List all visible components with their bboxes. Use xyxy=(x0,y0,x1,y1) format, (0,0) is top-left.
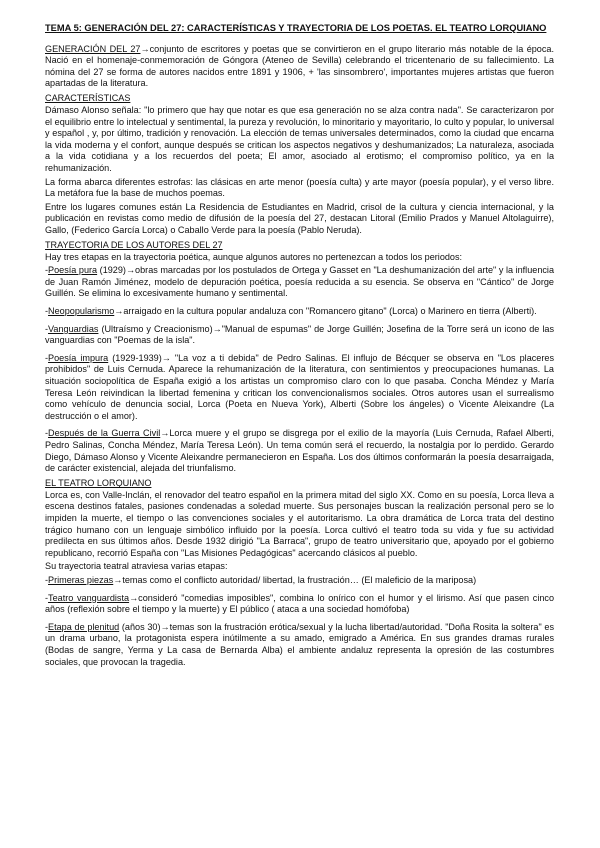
teatro-paragraph-1: Lorca es, con Valle-Inclán, el renovador del teatro español en la primera mitad del siglo XX. Como en su poesía, Lorca lleva a escena destinos fatales, pasiones condenadas a soledad muerte. Sus personajes buscan la realización personal pero se lo impiden la muerte, el tiempo o las convenciones sociales y el autoritarismo. La obra dramática de Lorca trata del destino trágico humano con un lenguaje simbólico influido por la poesía. Lorca cultivó el teatro toda su vida y fue su actividad predilecta en sus últimos años. Desde 1932 dirigió "La Barraca", grupo de teatro universitario que, apoyado por el gobierno republicano, recorrió España con "Las Misiones Pedagógicas" acercando clásicos al pueblo. xyxy=(45,489,554,558)
item-text: →consideró "comedias imposibles", combina lo onírico con el humor y el lirismo. Así que pasen cinco años (reflexión sobre el tiempo y la muerte) y El público ( ataca a una sociedad homófoba) xyxy=(45,592,555,615)
trayectoria-intro: Hay tres etapas en la trayectoria poética, aunque algunos autores no pertenezcan a todos los periodos: xyxy=(45,251,463,262)
document-title: TEMA 5: GENERACIÓN DEL 27: CARACTERÍSTICAS Y TRAYECTORIA DE LOS POETAS. EL TEATRO LORQUIANO xyxy=(45,23,547,33)
item-term: Poesía impura xyxy=(48,352,109,363)
item-term: Primeras piezas xyxy=(48,575,114,586)
item-prefix: - xyxy=(45,323,49,334)
caracteristicas-paragraph-2: La forma abarca diferentes estrofas: las clásicas en arte menor (poesía culta) y arte mayor (poesía popular), y el verso libre. La metáfora fue la base de muchos poemas. xyxy=(45,176,554,199)
teatro-heading: EL TEATRO LORQUIANO xyxy=(45,478,152,489)
item-prefix: - xyxy=(45,306,49,317)
intro-text: →conjunto de escritores y poetas que se convirtieron en el grupo literario más notable de la época. Nació en el homenaje-conmemoración de Góngora (Ateneo de Sevilla) celebrando el tricentenario de su fallecimiento. La nómina del 27 se forma de autores nacidos entre 1891 y 1906, + 'las sinsombrero', importantes mujeres artistas que fueron apartadas de la literatura. xyxy=(45,43,554,89)
item-text: →temas como el conflicto autoridad/ libertad, la frustración… (El maleficio de la mariposa) xyxy=(113,575,477,586)
item-term: Neopopularismo xyxy=(48,306,115,317)
item-term: Después de la Guerra Civil xyxy=(48,428,161,439)
trayectoria-item-poesia-pura xyxy=(45,265,554,300)
intro-paragraph xyxy=(45,44,554,90)
item-text: →arraigado en la cultura popular andaluza con "Romancero gitano" (Lorca) o Marinero en tierra (Alberti). xyxy=(114,306,537,317)
item-text: (Ultraísmo y Creacionismo)→"Manual de espumas" de Jorge Guillén; Josefina de la Torre será un icono de las vanguardias con "Poemas de la isla". xyxy=(45,323,554,346)
item-term: Etapa de plenitud xyxy=(48,621,120,632)
trayectoria-item-poesia-impura xyxy=(45,353,554,423)
caracteristicas-paragraph-3: Entre los lugares comunes están La Residencia de Estudiantes en Madrid, crisol de la cultura y ciencia internacional, y la publicación en revistas como medio de difusión de la poesía del 27, destacan Litoral (Emilio Prados y Manuel Altolaguirre), Gallo, (Federico García Lorca) o Caballo Verde para la poesía (Pablo Neruda). xyxy=(45,201,554,235)
item-text: (1929)→obras marcadas por los postulados de Ortega y Gasset en "La deshumanización del arte" y la influencia de Juan Ramón Jiménez, modelo de depuración poética, poesía reducida a su esencia. Se observa en "Cántico" de Jorge Guillén. Se elimina lo excesivamente humano y sentimental. xyxy=(45,265,554,299)
item-prefix: - xyxy=(45,428,49,439)
trayectoria-item-posguerra xyxy=(45,428,554,474)
item-prefix: - xyxy=(45,265,49,276)
caracteristicas-paragraph-1: Dámaso Alonso señala: "lo primero que hay que notar es que esa generación no se alza contra nada". Se caracterizaron por el equilibrio entre lo intelectual y sentimental, la pureza y revolución, lo minoritario y mayoritario, lo culto y popular, lo universal y español , y, por último, tradición y renovación. La elección de temas universales determinados, como la ciudad que encarna la vida moderna y el confort, aunque después se critican los aspectos negativos y deshumanizados; La naturaleza, asociada a la vida cotidiana y a los recuerdos del poeta; El amor, asociado al erotismo; el compromiso político, ya en la rehumanización. xyxy=(45,105,554,174)
teatro-etapas-intro: Su trayectoria teatral atraviesa varias etapas: xyxy=(45,561,228,572)
teatro-item-vanguardista xyxy=(45,593,554,616)
item-term: Vanguardias xyxy=(48,323,99,334)
item-prefix: - xyxy=(45,352,49,363)
trayectoria-item-neopopularismo xyxy=(45,306,554,318)
item-prefix: - xyxy=(45,621,49,632)
trayectoria-item-vanguardias xyxy=(45,324,554,347)
trayectoria-heading: TRAYECTORIA DE LOS AUTORES DEL 27 xyxy=(45,240,223,251)
item-text: (1929-1939)→ "La voz a ti debida" de Pedro Salinas. El influjo de Bécquer se observa en "Los placeres prohibidos" de Luis Cernuda. Aparece la rehumanización de la literatura, con sentimientos y preocupaciones humanas. La situación sociopolítica de España exigió a los artistas un compromiso claro con lo que pasaba. Concha Méndez y María Teresa León reivindican la libertad femenina y critican los convencionalismos sociales. Otros autores usan el surrealismo como vehículo de denuncia social, Lorca (Poeta en Nueva York), Alberti (Sobre los ángeles) o Vicente Aleixandre (La destrucción o el amor). xyxy=(45,352,555,421)
item-text: →Lorca muere y el grupo se disgrega por el exilio de la mayoría (Luis Cernuda, Rafael Alberti, Pedro Salinas, Concha Méndez, María Teresa León). Un tema común será el recuerdo, la nostalgia por lo perdido. Gerardo Diego, Dámaso Alonso y Vicente Aleixandre permanecieron en España. Los dos últimos conformarán la poesía desarraigada, de carácter existencial, alejada del triunfalismo. xyxy=(45,428,555,474)
teatro-item-primeras-piezas xyxy=(45,575,554,587)
item-prefix: - xyxy=(45,592,49,603)
item-term: Poesía pura xyxy=(48,265,98,276)
caracteristicas-heading: CARACTERÍSTICAS xyxy=(45,93,131,104)
item-prefix: - xyxy=(45,575,49,586)
item-term: Teatro vanguardista xyxy=(48,592,130,603)
teatro-item-plenitud xyxy=(45,622,554,668)
item-text: (años 30)→temas son la frustración erótica/sexual y la lucha libertad/autoridad. "Doña Rosita la soltera" es un drama urbano, la protagonista espera inútilmente a su amado, emigrado a América. En sus grandes dramas rurales (Bodas de sangre, Yerma y La casa de Bernarda Alba) el ambiente andaluz representa la opresión de las costumbres sociales, que provocan la tragedia. xyxy=(45,621,554,667)
intro-term: GENERACIÓN DEL 27 xyxy=(45,43,141,54)
